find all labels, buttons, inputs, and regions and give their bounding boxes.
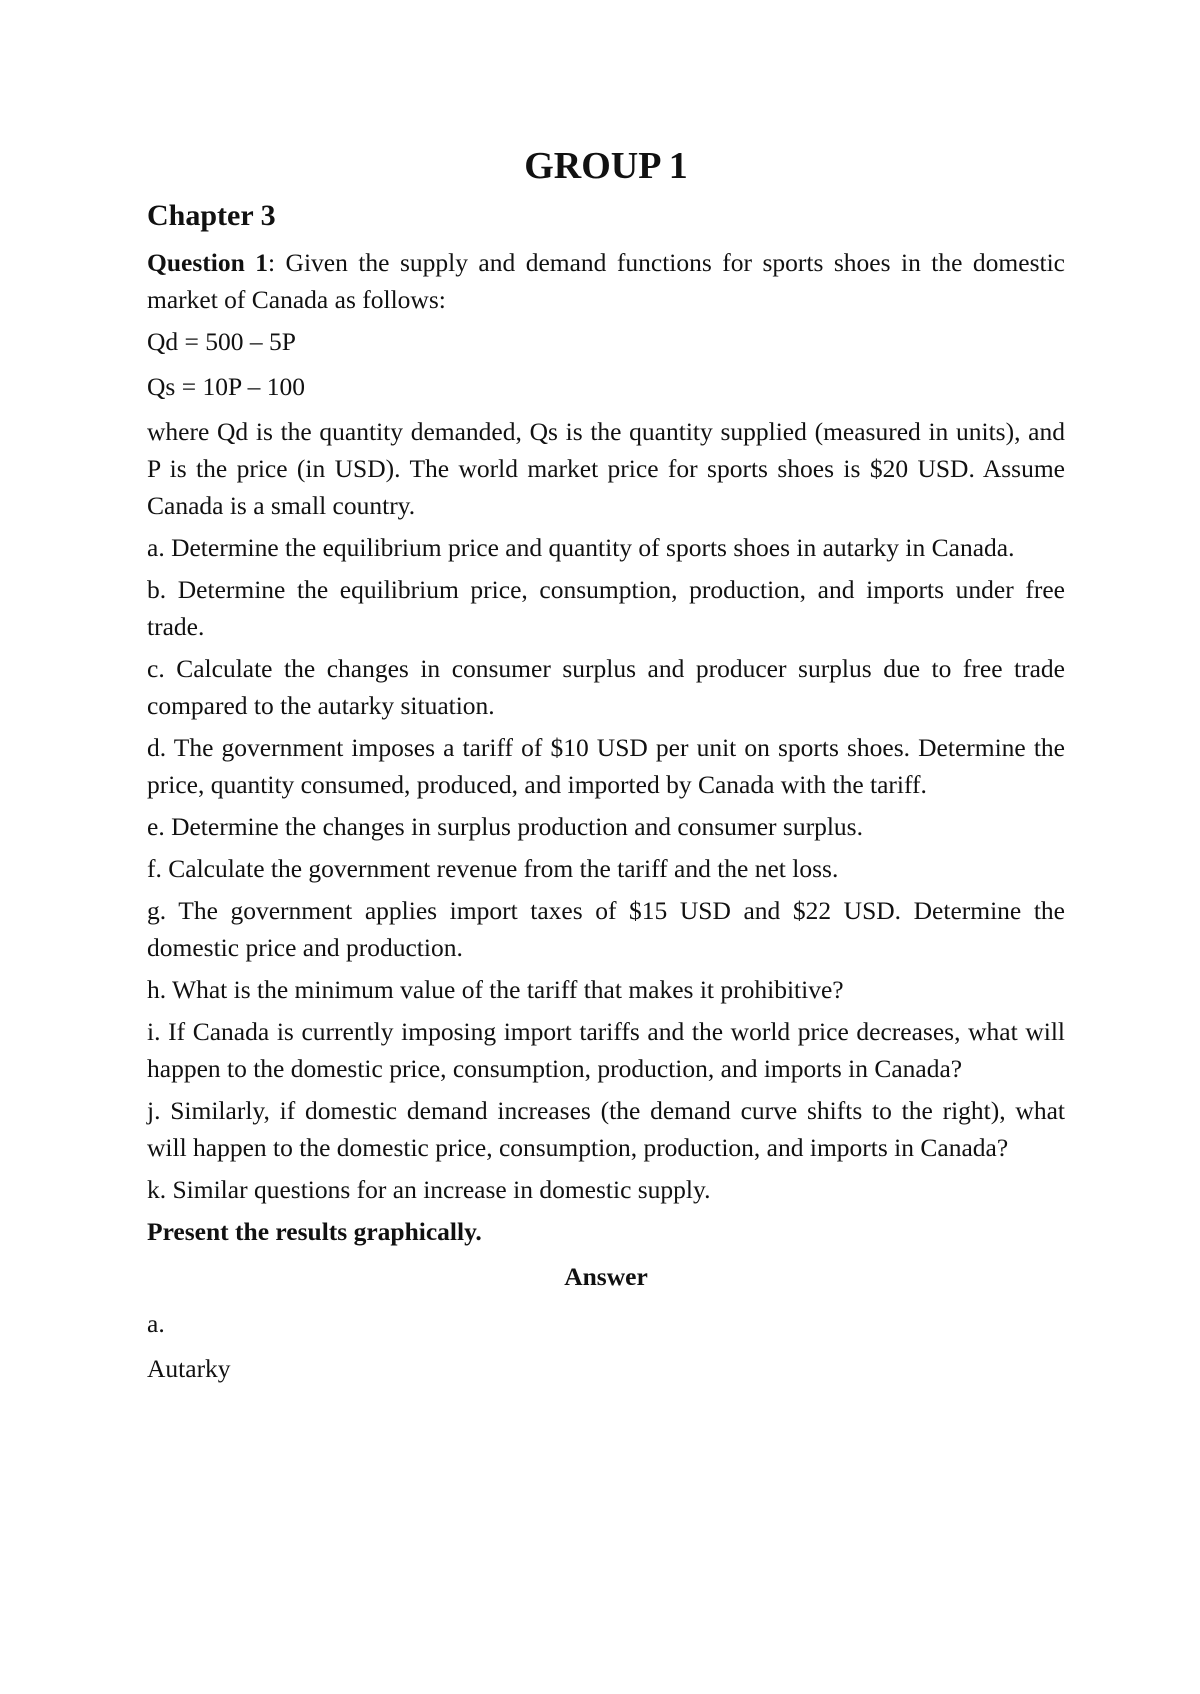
question-text: : Given the supply and demand functions for sports shoes in the domestic market of Canada as follows: — [147, 248, 1065, 314]
question-intro — [147, 244, 1065, 318]
part-j: j. Similarly, if domestic demand increases (the demand curve shifts to the right), what will happen to the domestic price, consumption, production, and imports in Canada? — [147, 1096, 1065, 1162]
supply-equation: Qs = 10P – 100 — [147, 372, 305, 401]
part-b: b. Determine the equilibrium price, consumption, production, and imports under free trade. — [147, 575, 1065, 641]
part-a: a. Determine the equilibrium price and quantity of sports shoes in autarky in Canada. — [147, 533, 1015, 562]
question-label: Question 1 — [147, 248, 268, 277]
document-content — [147, 140, 1065, 1392]
answer-subheading: Autarky — [147, 1354, 231, 1383]
chapter-heading: Chapter 3 — [147, 199, 276, 232]
answer-heading: Answer — [564, 1262, 648, 1291]
part-d: d. The government imposes a tariff of $10 USD per unit on sports shoes. Determine the price, quantity consumed, produced, and imported by Canada with the tariff. — [147, 733, 1065, 799]
part-c: c. Calculate the changes in consumer surplus and producer surplus due to free trade compared to the autarky situation. — [147, 654, 1065, 720]
part-e: e. Determine the changes in surplus production and consumer surplus. — [147, 812, 863, 841]
instruction-text: Present the results graphically. — [147, 1217, 482, 1246]
question-description: where Qd is the quantity demanded, Qs is the quantity supplied (measured in units), and P is the price (in USD). The world market price for sports shoes is $20 USD. Assume Canada is a small country. — [147, 417, 1065, 520]
part-i: i. If Canada is currently imposing import tariffs and the world price decreases, what will happen to the domestic price, consumption, production, and imports in Canada? — [147, 1017, 1065, 1083]
document-title: GROUP 1 — [524, 145, 688, 187]
part-k: k. Similar questions for an increase in domestic supply. — [147, 1175, 711, 1204]
answer-part-label: a. — [147, 1309, 165, 1338]
demand-equation: Qd = 500 – 5P — [147, 327, 296, 356]
part-f: f. Calculate the government revenue from the tariff and the net loss. — [147, 854, 839, 883]
part-g: g. The government applies import taxes of $15 USD and $22 USD. Determine the domestic price and production. — [147, 896, 1065, 962]
part-h: h. What is the minimum value of the tariff that makes it prohibitive? — [147, 975, 844, 1004]
